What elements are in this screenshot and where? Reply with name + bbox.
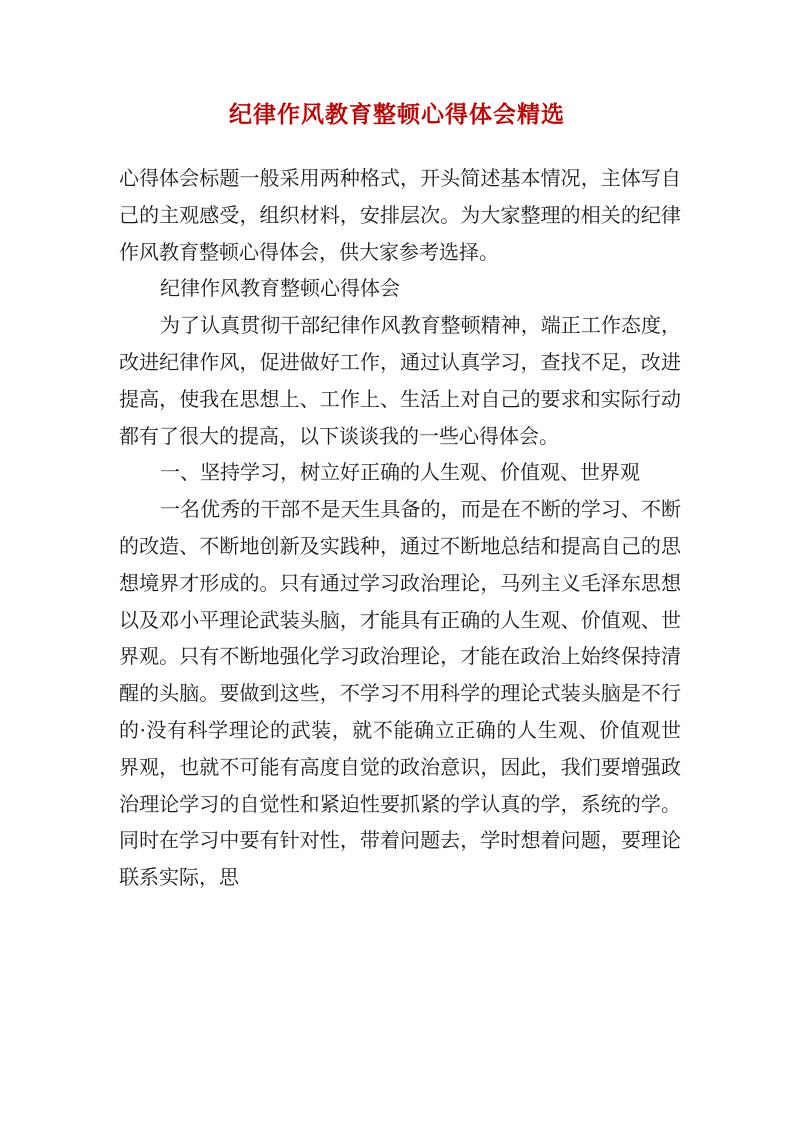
body-paragraph: 为了认真贯彻干部纪律作风教育整顿精神，端正工作态度，改进纪律作风，促进做好工作，通过认真学习，查找不足，改进提高，使我在思想上、工作上、生活上对自己的要求和实际行动都有了很大的提高，以下谈谈我的一些心得体会。: [119, 313, 681, 448]
section-subtitle: 纪律作风教育整顿心得体会: [160, 276, 400, 301]
document-body: [119, 160, 681, 896]
document-title: 纪律作风教育整顿心得体会精选: [229, 101, 565, 128]
section-heading: 一、坚持学习，树立好正确的人生观、价值观、世界观: [160, 460, 640, 485]
intro-paragraph: 心得体会标题一般采用两种格式，开头简述基本情况，主体写自己的主观感受，组织材料，安排层次。为大家整理的相关的纪律作风教育整顿心得体会，供大家参考选择。: [119, 166, 681, 264]
body-paragraph: 一名优秀的干部不是天生具备的，而是在不断的学习、不断的改造、不断地创新及实践种，通过不断地总结和提高自己的思想境界才形成的。只有通过学习政治理论，马列主义毛泽东思想以及邓小平理论武装头脑，才能具有正确的人生观、价值观、世界观。只有不断地强化学习政治理论，才能在政治上始终保持清醒的头脑。要做到这些，不学习不用科学的理论式装头脑是不行的·没有科学理论的武装，就不能确立正确的人生观、价值观世界观，也就不可能有高度自觉的政治意识，因此，我们要增强政治理论学习的自觉性和紧迫性要抓紧的学认真的学，系统的学。同时在学习中要有针对性，带着问题去，学时想着问题，要理论联系实际，思: [119, 497, 681, 890]
